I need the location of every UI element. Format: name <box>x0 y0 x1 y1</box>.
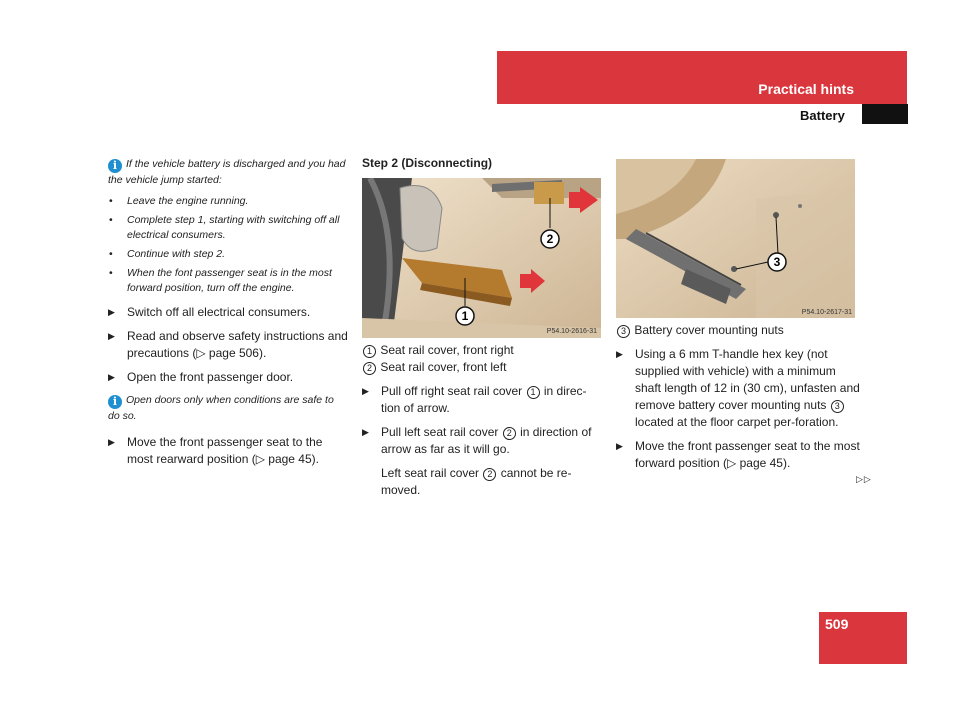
caption-text: Seat rail cover, front right <box>380 343 514 357</box>
step-heading: Step 2 (Disconnecting) <box>362 156 493 170</box>
callout-3-badge: 3 <box>831 400 844 413</box>
step-text: Pull left seat rail cover <box>381 425 499 439</box>
column-1 <box>108 157 348 475</box>
note-1-bullets <box>108 194 348 296</box>
callout-1-badge: 1 <box>527 386 540 399</box>
step-arrow-icon: ▶ <box>362 386 369 396</box>
caption-1 <box>362 342 604 359</box>
step-arrow-icon: ▶ <box>108 437 115 447</box>
info-icon: i <box>108 395 122 409</box>
step-arrow-icon: ▶ <box>108 372 115 382</box>
step-text: Switch off all electrical consumers. <box>127 305 311 319</box>
step-text: in direc-tion of arrow. <box>381 384 587 415</box>
caption-2 <box>362 359 604 376</box>
section-tab-marker <box>862 104 908 124</box>
step-arrow-icon: ▶ <box>362 427 369 437</box>
note-bullet: • When the font passenger seat is in the most forward position, turn off the engine. <box>108 266 348 296</box>
seat-rail-photo <box>362 178 601 338</box>
note-paragraph <box>362 465 604 499</box>
seat-rail-illustration <box>362 178 601 338</box>
caption-text: Seat rail cover, front left <box>380 360 507 374</box>
step-arrow-icon: ▶ <box>616 349 623 359</box>
callout-1-marker <box>456 307 474 325</box>
callout-1-badge: 1 <box>363 345 376 358</box>
caption-3 <box>616 322 862 339</box>
note-1-intro: If the vehicle battery is discharged and you had the vehicle jump started: <box>108 158 346 186</box>
continued-icon: ▷▷ <box>856 474 872 484</box>
subsection-title: Battery <box>800 108 845 123</box>
step-text: located at the floor carpet per-foration. <box>635 415 839 429</box>
svg-text:2: 2 <box>546 232 554 246</box>
caption-text: Battery cover mounting nuts <box>634 323 784 337</box>
section-title: Practical hints <box>758 81 854 97</box>
para-text: Left seat rail cover <box>381 466 480 480</box>
para-text: cannot be re-moved. <box>381 466 572 497</box>
svg-text:1: 1 <box>461 309 469 323</box>
column-2-text <box>362 342 604 499</box>
step-text: Pull off right seat rail cover <box>381 384 523 398</box>
note-bullet: • Continue with step 2. <box>108 247 348 262</box>
step-arrow-icon: ▶ <box>108 331 115 341</box>
callout-2-badge: 2 <box>483 468 496 481</box>
callout-3-marker <box>768 253 786 271</box>
step-arrow-icon: ▶ <box>108 307 115 317</box>
step-item <box>108 434 348 468</box>
info-icon: i <box>108 159 122 173</box>
step-text: Using a 6 mm T-handle hex key (not supplied with vehicle) with a minimum shaft length of 12 in (30 cm), unfasten and remove battery cover mounting nuts <box>635 347 860 412</box>
step-text: in direction of arrow as far as it will go. <box>381 425 592 456</box>
image-code: P54.10-2617-31 <box>801 309 852 316</box>
callout-2-badge: 2 <box>503 427 516 440</box>
callout-3-badge: 3 <box>617 325 630 338</box>
image-code: P54.10-2616-31 <box>546 328 597 335</box>
svg-text:3: 3 <box>773 255 781 269</box>
step-arrow-icon: ▶ <box>616 441 623 451</box>
step-item <box>108 328 348 362</box>
info-note-1 <box>108 157 348 188</box>
steps-a <box>108 304 348 386</box>
step-item <box>108 369 348 386</box>
floor-carpet-photo <box>616 159 855 318</box>
step-item <box>362 424 604 458</box>
note-bullet: • Complete step 1, starting with switching off all electrical consumers. <box>108 213 348 243</box>
step-item <box>616 438 862 472</box>
column-3-text <box>616 322 862 479</box>
callout-2-marker <box>541 230 559 248</box>
step-text: Read and observe safety instructions and precautions (▷ page 506). <box>127 329 348 360</box>
step-item <box>108 304 348 321</box>
step-text: Open the front passenger door. <box>127 370 294 384</box>
callout-2-badge: 2 <box>363 362 376 375</box>
note-2-text: Open doors only when conditions are safe to do so. <box>108 394 334 422</box>
step-item <box>616 346 862 431</box>
note-bullet: • Leave the engine running. <box>108 194 348 209</box>
page-number-box <box>819 612 907 664</box>
step-text: Move the front passenger seat to the most forward position (▷ page 45). <box>635 439 860 470</box>
page-number: 509 <box>825 616 849 632</box>
header-band <box>497 51 907 104</box>
step-item <box>362 383 604 417</box>
floor-carpet-illustration <box>616 159 855 318</box>
step-text: Move the front passenger seat to the most rearward position (▷ page 45). <box>127 435 323 466</box>
info-note-2 <box>108 393 348 424</box>
